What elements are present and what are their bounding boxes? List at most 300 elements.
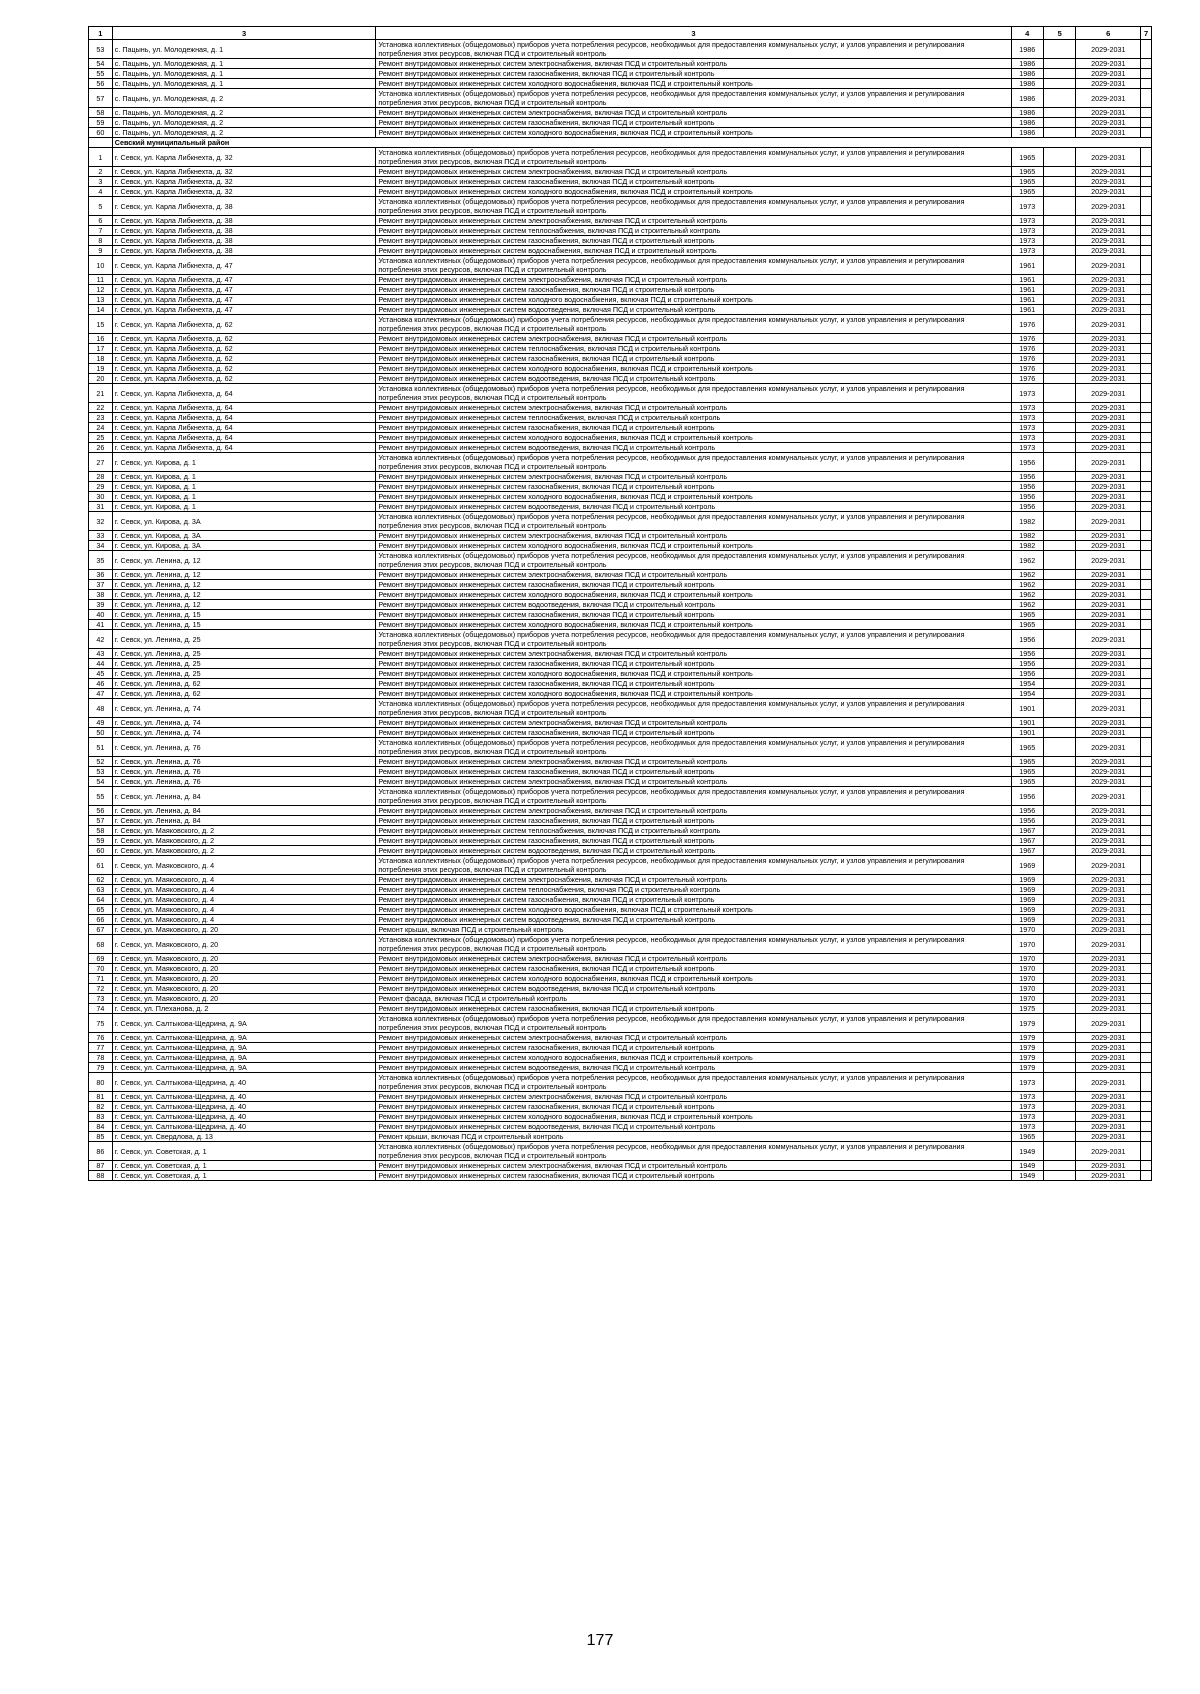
year-built-cell: 1962 (1011, 570, 1043, 580)
column-5-cell (1043, 216, 1075, 226)
table-row (89, 600, 1152, 610)
table-row (89, 256, 1152, 275)
column-7-cell (1141, 403, 1152, 413)
column-5-cell (1043, 1033, 1075, 1043)
column-5-cell (1043, 915, 1075, 925)
work-type-cell: Ремонт внутридомовых инженерных систем водоотведения, включая ПСД и строительный контроль (376, 915, 1011, 925)
year-built-cell: 1962 (1011, 580, 1043, 590)
year-built-cell: 1967 (1011, 826, 1043, 836)
row-number-cell: 86 (89, 1142, 113, 1161)
header-cell: 3 (376, 27, 1011, 40)
address-cell: г. Севск, ул. Маяковского, д. 4 (112, 905, 376, 915)
district-header-row (89, 138, 1152, 148)
work-type-cell: Ремонт внутридомовых инженерных систем газоснабжения, включая ПСД и строительный контроль (376, 423, 1011, 433)
row-number-cell: 37 (89, 580, 113, 590)
column-5-cell (1043, 964, 1075, 974)
column-7-cell (1141, 925, 1152, 935)
column-5-cell (1043, 738, 1075, 757)
column-7-cell (1141, 531, 1152, 541)
row-number-cell: 58 (89, 108, 113, 118)
year-built-cell: 1982 (1011, 531, 1043, 541)
address-cell: г. Севск, ул. Ленина, д. 12 (112, 590, 376, 600)
row-number-cell: 16 (89, 334, 113, 344)
address-cell: г. Севск, ул. Карла Либкнехта, д. 62 (112, 354, 376, 364)
work-type-cell: Ремонт внутридомовых инженерных систем газоснабжения, включая ПСД и строительный контроль (376, 1171, 1011, 1181)
work-type-cell: Ремонт внутридомовых инженерных систем газоснабжения, включая ПСД и строительный контроль (376, 610, 1011, 620)
address-cell: г. Севск, ул. Кирова, д. 1 (112, 453, 376, 472)
year-built-cell: 1956 (1011, 502, 1043, 512)
row-number-cell: 57 (89, 816, 113, 826)
planned-period-cell: 2029-2031 (1076, 1122, 1141, 1132)
column-5-cell (1043, 885, 1075, 895)
year-built-cell: 1956 (1011, 669, 1043, 679)
column-5-cell (1043, 1043, 1075, 1053)
table-row (89, 954, 1152, 964)
column-7-cell (1141, 1161, 1152, 1171)
year-built-cell: 1973 (1011, 1122, 1043, 1132)
year-built-cell: 1965 (1011, 187, 1043, 197)
table-row (89, 738, 1152, 757)
work-type-cell: Установка коллективных (общедомовых) приборов учета потребления ресурсов, необходимых для предоставления коммунальных услуг, и узлов управления и регулирования потребления этих ресурсов, включая ПСД и строительный контроль (376, 935, 1011, 954)
planned-period-cell: 2029-2031 (1076, 964, 1141, 974)
address-cell: г. Севск, ул. Плеханова, д. 2 (112, 1004, 376, 1014)
table-row (89, 806, 1152, 816)
column-5-cell (1043, 787, 1075, 806)
work-type-cell: Ремонт крыши, включая ПСД и строительный контроль (376, 1132, 1011, 1142)
table-row (89, 40, 1152, 59)
column-7-cell (1141, 570, 1152, 580)
work-type-cell: Ремонт внутридомовых инженерных систем газоснабжения, включая ПСД и строительный контроль (376, 1043, 1011, 1053)
row-number-cell: 24 (89, 423, 113, 433)
work-type-cell: Ремонт внутридомовых инженерных систем холодного водоснабжения, включая ПСД и строительный контроль (376, 1112, 1011, 1122)
address-cell: г. Севск, ул. Ленина, д. 15 (112, 620, 376, 630)
row-number-cell: 87 (89, 1161, 113, 1171)
table-row (89, 610, 1152, 620)
column-7-cell (1141, 236, 1152, 246)
table-row (89, 364, 1152, 374)
column-7-cell (1141, 580, 1152, 590)
address-cell: г. Севск, ул. Ленина, д. 25 (112, 669, 376, 679)
row-number-cell: 25 (89, 433, 113, 443)
column-7-cell (1141, 275, 1152, 285)
table-row (89, 699, 1152, 718)
address-cell: г. Севск, ул. Маяковского, д. 2 (112, 826, 376, 836)
work-type-cell: Установка коллективных (общедомовых) приборов учета потребления ресурсов, необходимых для предоставления коммунальных услуг, и узлов управления и регулирования потребления этих ресурсов, включая ПСД и строительный контроль (376, 738, 1011, 757)
year-built-cell: 1969 (1011, 885, 1043, 895)
planned-period-cell: 2029-2031 (1076, 374, 1141, 384)
column-5-cell (1043, 453, 1075, 472)
planned-period-cell: 2029-2031 (1076, 935, 1141, 954)
year-built-cell: 1965 (1011, 1132, 1043, 1142)
column-7-cell (1141, 541, 1152, 551)
row-number-cell: 50 (89, 728, 113, 738)
table-row (89, 108, 1152, 118)
planned-period-cell: 2029-2031 (1076, 836, 1141, 846)
column-7-cell (1141, 777, 1152, 787)
year-built-cell: 1901 (1011, 718, 1043, 728)
column-7-cell (1141, 738, 1152, 757)
address-cell: г. Севск, ул. Ленина, д. 12 (112, 570, 376, 580)
work-type-cell: Ремонт внутридомовых инженерных систем электроснабжения, включая ПСД и строительный контроль (376, 1092, 1011, 1102)
column-5-cell (1043, 236, 1075, 246)
planned-period-cell: 2029-2031 (1076, 1053, 1141, 1063)
address-cell: с. Пацынь, ул. Молодежная, д. 1 (112, 59, 376, 69)
planned-period-cell: 2029-2031 (1076, 433, 1141, 443)
row-number-cell: 44 (89, 659, 113, 669)
work-type-cell: Установка коллективных (общедомовых) приборов учета потребления ресурсов, необходимых для предоставления коммунальных услуг, и узлов управления и регулирования потребления этих ресурсов, включая ПСД и строительный контроль (376, 551, 1011, 570)
work-type-cell: Ремонт внутридомовых инженерных систем теплоснабжения, включая ПСД и строительный контроль (376, 226, 1011, 236)
row-number-cell: 27 (89, 453, 113, 472)
address-cell: г. Севск, ул. Салтыкова-Щедрина, д. 40 (112, 1073, 376, 1092)
column-7-cell (1141, 1102, 1152, 1112)
column-5-cell (1043, 590, 1075, 600)
row-number-cell: 1 (89, 148, 113, 167)
work-type-cell: Установка коллективных (общедомовых) приборов учета потребления ресурсов, необходимых для предоставления коммунальных услуг, и узлов управления и регулирования потребления этих ресурсов, включая ПСД и строительный контроль (376, 630, 1011, 649)
address-cell: г. Севск, ул. Маяковского, д. 2 (112, 836, 376, 846)
page-number: 177 (586, 1632, 614, 1649)
year-built-cell: 1956 (1011, 453, 1043, 472)
table-row (89, 1171, 1152, 1181)
planned-period-cell: 2029-2031 (1076, 216, 1141, 226)
planned-period-cell: 2029-2031 (1076, 226, 1141, 236)
planned-period-cell: 2029-2031 (1076, 275, 1141, 285)
column-5-cell (1043, 856, 1075, 875)
table-row (89, 482, 1152, 492)
table-row (89, 915, 1152, 925)
address-cell: г. Севск, ул. Салтыкова-Щедрина, д. 40 (112, 1092, 376, 1102)
table-row (89, 689, 1152, 699)
work-type-cell: Установка коллективных (общедомовых) приборов учета потребления ресурсов, необходимых для предоставления коммунальных услуг, и узлов управления и регулирования потребления этих ресурсов, включая ПСД и строительный контроль (376, 1142, 1011, 1161)
row-number-cell: 75 (89, 1014, 113, 1033)
year-built-cell: 1967 (1011, 846, 1043, 856)
work-type-cell: Ремонт фасада, включая ПСД и строительный контроль (376, 994, 1011, 1004)
work-type-cell: Ремонт внутридомовых инженерных систем теплоснабжения, включая ПСД и строительный контроль (376, 885, 1011, 895)
column-5-cell (1043, 669, 1075, 679)
table-row (89, 541, 1152, 551)
planned-period-cell: 2029-2031 (1076, 1063, 1141, 1073)
year-built-cell: 1961 (1011, 305, 1043, 315)
year-built-cell: 1970 (1011, 925, 1043, 935)
table-row (89, 1102, 1152, 1112)
address-cell: г. Севск, ул. Маяковского, д. 20 (112, 964, 376, 974)
column-7-cell (1141, 826, 1152, 836)
year-built-cell: 1970 (1011, 964, 1043, 974)
planned-period-cell: 2029-2031 (1076, 403, 1141, 413)
address-cell: г. Севск, ул. Карла Либкнехта, д. 64 (112, 403, 376, 413)
row-number-cell: 73 (89, 994, 113, 1004)
row-number-cell: 53 (89, 767, 113, 777)
work-type-cell: Ремонт внутридомовых инженерных систем водоотведения, включая ПСД и строительный контроль (376, 984, 1011, 994)
row-number-cell: 81 (89, 1092, 113, 1102)
row-number-cell: 54 (89, 777, 113, 787)
column-7-cell (1141, 89, 1152, 108)
address-cell: г. Севск, ул. Ленина, д. 25 (112, 649, 376, 659)
year-built-cell: 1986 (1011, 89, 1043, 108)
work-type-cell: Ремонт внутридомовых инженерных систем теплоснабжения, включая ПСД и строительный контроль (376, 826, 1011, 836)
address-cell: г. Севск, ул. Маяковского, д. 4 (112, 895, 376, 905)
table-row (89, 1112, 1152, 1122)
year-built-cell: 1986 (1011, 69, 1043, 79)
address-cell: г. Севск, ул. Советская, д. 1 (112, 1142, 376, 1161)
column-5-cell (1043, 728, 1075, 738)
address-cell: г. Севск, ул. Маяковского, д. 20 (112, 954, 376, 964)
year-built-cell: 1973 (1011, 433, 1043, 443)
table-row (89, 531, 1152, 541)
column-5-cell (1043, 994, 1075, 1004)
column-5-cell (1043, 512, 1075, 531)
planned-period-cell: 2029-2031 (1076, 856, 1141, 875)
table-row (89, 570, 1152, 580)
year-built-cell: 1969 (1011, 895, 1043, 905)
work-type-cell: Ремонт внутридомовых инженерных систем холодного водоснабжения, включая ПСД и строительный контроль (376, 974, 1011, 984)
work-type-cell: Ремонт внутридомовых инженерных систем электроснабжения, включая ПСД и строительный контроль (376, 108, 1011, 118)
row-number-cell: 2 (89, 167, 113, 177)
year-built-cell: 1965 (1011, 610, 1043, 620)
row-number-cell: 67 (89, 925, 113, 935)
column-7-cell (1141, 1014, 1152, 1033)
planned-period-cell: 2029-2031 (1076, 1004, 1141, 1014)
table-row (89, 1033, 1152, 1043)
row-number-cell: 3 (89, 177, 113, 187)
planned-period-cell: 2029-2031 (1076, 541, 1141, 551)
row-number-cell: 85 (89, 1132, 113, 1142)
table-row (89, 757, 1152, 767)
work-type-cell: Ремонт внутридомовых инженерных систем газоснабжения, включая ПСД и строительный контроль (376, 285, 1011, 295)
address-cell: г. Севск, ул. Маяковского, д. 4 (112, 885, 376, 895)
planned-period-cell: 2029-2031 (1076, 472, 1141, 482)
column-7-cell (1141, 600, 1152, 610)
column-5-cell (1043, 610, 1075, 620)
planned-period-cell: 2029-2031 (1076, 148, 1141, 167)
work-type-cell: Ремонт внутридомовых инженерных систем водоотведения, включая ПСД и строительный контроль (376, 502, 1011, 512)
work-type-cell: Ремонт внутридомовых инженерных систем холодного водоснабжения, включая ПСД и строительный контроль (376, 1053, 1011, 1063)
year-built-cell: 1986 (1011, 59, 1043, 69)
column-7-cell (1141, 1122, 1152, 1132)
year-built-cell: 1962 (1011, 590, 1043, 600)
column-7-cell (1141, 197, 1152, 216)
row-number-cell: 65 (89, 905, 113, 915)
year-built-cell: 1956 (1011, 492, 1043, 502)
planned-period-cell: 2029-2031 (1076, 816, 1141, 826)
address-cell: г. Севск, ул. Маяковского, д. 20 (112, 925, 376, 935)
planned-period-cell: 2029-2031 (1076, 728, 1141, 738)
address-cell: г. Севск, ул. Свердлова, д. 13 (112, 1132, 376, 1142)
planned-period-cell: 2029-2031 (1076, 580, 1141, 590)
work-type-cell: Ремонт внутридомовых инженерных систем электроснабжения, включая ПСД и строительный контроль (376, 875, 1011, 885)
table-row (89, 590, 1152, 600)
column-7-cell (1141, 649, 1152, 659)
row-number-cell: 10 (89, 256, 113, 275)
year-built-cell: 1973 (1011, 246, 1043, 256)
column-5-cell (1043, 974, 1075, 984)
row-number-cell: 35 (89, 551, 113, 570)
row-number-cell: 21 (89, 384, 113, 403)
table-row (89, 895, 1152, 905)
column-7-cell (1141, 256, 1152, 275)
year-built-cell: 1979 (1011, 1014, 1043, 1033)
address-cell: с. Пацынь, ул. Молодежная, д. 2 (112, 108, 376, 118)
planned-period-cell: 2029-2031 (1076, 285, 1141, 295)
planned-period-cell: 2029-2031 (1076, 1043, 1141, 1053)
column-5-cell (1043, 1063, 1075, 1073)
column-7-cell (1141, 816, 1152, 826)
column-5-cell (1043, 757, 1075, 767)
year-built-cell: 1973 (1011, 384, 1043, 403)
address-cell: г. Севск, ул. Ленина, д. 76 (112, 767, 376, 777)
work-type-cell: Ремонт внутридомовых инженерных систем электроснабжения, включая ПСД и строительный контроль (376, 649, 1011, 659)
column-7-cell (1141, 108, 1152, 118)
row-number-cell: 78 (89, 1053, 113, 1063)
column-5-cell (1043, 531, 1075, 541)
column-5-cell (1043, 403, 1075, 413)
address-cell: г. Севск, ул. Маяковского, д. 4 (112, 915, 376, 925)
column-5-cell (1043, 472, 1075, 482)
column-5-cell (1043, 580, 1075, 590)
address-cell: г. Севск, ул. Салтыкова-Щедрина, д. 40 (112, 1122, 376, 1132)
row-number-cell (89, 138, 113, 148)
year-built-cell: 1973 (1011, 236, 1043, 246)
column-5-cell (1043, 482, 1075, 492)
table-row (89, 285, 1152, 295)
column-5-cell (1043, 1004, 1075, 1014)
column-7-cell (1141, 679, 1152, 689)
work-type-cell: Ремонт внутридомовых инженерных систем холодного водоснабжения, включая ПСД и строительный контроль (376, 433, 1011, 443)
column-7-cell (1141, 699, 1152, 718)
row-number-cell: 43 (89, 649, 113, 659)
planned-period-cell: 2029-2031 (1076, 315, 1141, 334)
work-type-cell: Ремонт внутридомовых инженерных систем газоснабжения, включая ПСД и строительный контроль (376, 69, 1011, 79)
year-built-cell: 1969 (1011, 875, 1043, 885)
planned-period-cell: 2029-2031 (1076, 875, 1141, 885)
column-5-cell (1043, 256, 1075, 275)
table-row (89, 1092, 1152, 1102)
planned-period-cell: 2029-2031 (1076, 895, 1141, 905)
table-row (89, 846, 1152, 856)
year-built-cell: 1956 (1011, 787, 1043, 806)
row-number-cell: 38 (89, 590, 113, 600)
year-built-cell: 1973 (1011, 226, 1043, 236)
table-row (89, 216, 1152, 226)
column-5-cell (1043, 275, 1075, 285)
column-7-cell (1141, 875, 1152, 885)
row-number-cell: 29 (89, 482, 113, 492)
column-7-cell (1141, 964, 1152, 974)
work-type-cell: Ремонт внутридомовых инженерных систем холодного водоснабжения, включая ПСД и строительный контроль (376, 590, 1011, 600)
work-type-cell: Установка коллективных (общедомовых) приборов учета потребления ресурсов, необходимых для предоставления коммунальных услуг, и узлов управления и регулирования потребления этих ресурсов, включая ПСД и строительный контроль (376, 699, 1011, 718)
table-row (89, 659, 1152, 669)
row-number-cell: 15 (89, 315, 113, 334)
address-cell: г. Севск, ул. Кирова, д. 1 (112, 502, 376, 512)
address-cell: г. Севск, ул. Ленина, д. 74 (112, 728, 376, 738)
column-7-cell (1141, 226, 1152, 236)
table-row (89, 246, 1152, 256)
address-cell: с. Пацынь, ул. Молодежная, д. 2 (112, 128, 376, 138)
column-5-cell (1043, 384, 1075, 403)
year-built-cell: 1949 (1011, 1171, 1043, 1181)
column-7-cell (1141, 59, 1152, 69)
year-built-cell: 1979 (1011, 1043, 1043, 1053)
address-cell: г. Севск, ул. Карла Либкнехта, д. 64 (112, 433, 376, 443)
address-cell: г. Севск, ул. Карла Либкнехта, д. 47 (112, 256, 376, 275)
planned-period-cell: 2029-2031 (1076, 1073, 1141, 1092)
year-built-cell: 1901 (1011, 728, 1043, 738)
column-5-cell (1043, 433, 1075, 443)
planned-period-cell: 2029-2031 (1076, 482, 1141, 492)
column-5-cell (1043, 905, 1075, 915)
address-cell: г. Севск, ул. Маяковского, д. 20 (112, 974, 376, 984)
address-cell: г. Севск, ул. Кирова, д. 3А (112, 541, 376, 551)
header-cell: 4 (1011, 27, 1043, 40)
planned-period-cell: 2029-2031 (1076, 79, 1141, 89)
column-7-cell (1141, 148, 1152, 167)
work-type-cell: Ремонт внутридомовых инженерных систем водоотведения, включая ПСД и строительный контроль (376, 600, 1011, 610)
row-number-cell: 69 (89, 954, 113, 964)
work-type-cell: Ремонт внутридомовых инженерных систем электроснабжения, включая ПСД и строительный контроль (376, 757, 1011, 767)
row-number-cell: 31 (89, 502, 113, 512)
year-built-cell: 1970 (1011, 994, 1043, 1004)
table-row (89, 649, 1152, 659)
column-7-cell (1141, 984, 1152, 994)
column-7-cell (1141, 974, 1152, 984)
address-cell: г. Севск, ул. Ленина, д. 12 (112, 580, 376, 590)
planned-period-cell: 2029-2031 (1076, 1102, 1141, 1112)
planned-period-cell: 2029-2031 (1076, 502, 1141, 512)
planned-period-cell: 2029-2031 (1076, 344, 1141, 354)
year-built-cell: 1973 (1011, 1073, 1043, 1092)
address-cell: г. Севск, ул. Карла Либкнехта, д. 38 (112, 236, 376, 246)
address-cell: г. Севск, ул. Маяковского, д. 20 (112, 984, 376, 994)
table-row (89, 167, 1152, 177)
row-number-cell: 40 (89, 610, 113, 620)
row-number-cell: 55 (89, 69, 113, 79)
work-type-cell: Ремонт внутридомовых инженерных систем холодного водоснабжения, включая ПСД и строительный контроль (376, 669, 1011, 679)
planned-period-cell: 2029-2031 (1076, 699, 1141, 718)
row-number-cell: 33 (89, 531, 113, 541)
work-type-cell: Ремонт внутридомовых инженерных систем холодного водоснабжения, включая ПСД и строительный контроль (376, 905, 1011, 915)
row-number-cell: 42 (89, 630, 113, 649)
column-5-cell (1043, 935, 1075, 954)
column-7-cell (1141, 334, 1152, 344)
work-type-cell: Ремонт внутридомовых инженерных систем газоснабжения, включая ПСД и строительный контроль (376, 836, 1011, 846)
column-5-cell (1043, 620, 1075, 630)
address-cell: г. Севск, ул. Салтыкова-Щедрина, д. 9А (112, 1053, 376, 1063)
address-cell: г. Севск, ул. Маяковского, д. 2 (112, 846, 376, 856)
address-cell: г. Севск, ул. Карла Либкнехта, д. 64 (112, 443, 376, 453)
column-7-cell (1141, 443, 1152, 453)
row-number-cell: 58 (89, 826, 113, 836)
column-7-cell (1141, 492, 1152, 502)
address-cell: г. Севск, ул. Ленина, д. 76 (112, 777, 376, 787)
work-type-cell: Ремонт внутридомовых инженерных систем водоотведения, включая ПСД и строительный контроль (376, 1063, 1011, 1073)
year-built-cell: 1901 (1011, 699, 1043, 718)
work-type-cell: Установка коллективных (общедомовых) приборов учета потребления ресурсов, необходимых для предоставления коммунальных услуг, и узлов управления и регулирования потребления этих ресурсов, включая ПСД и строительный контроль (376, 256, 1011, 275)
work-type-cell: Ремонт внутридомовых инженерных систем электроснабжения, включая ПСД и строительный контроль (376, 216, 1011, 226)
planned-period-cell: 2029-2031 (1076, 295, 1141, 305)
table-row (89, 128, 1152, 138)
table-row (89, 472, 1152, 482)
address-cell: г. Севск, ул. Карла Либкнехта, д. 64 (112, 413, 376, 423)
planned-period-cell: 2029-2031 (1076, 1092, 1141, 1102)
address-cell: г. Севск, ул. Карла Либкнехта, д. 62 (112, 374, 376, 384)
work-type-cell: Ремонт внутридомовых инженерных систем холодного водоснабжения, включая ПСД и строительный контроль (376, 689, 1011, 699)
year-built-cell: 1970 (1011, 974, 1043, 984)
column-7-cell (1141, 118, 1152, 128)
planned-period-cell: 2029-2031 (1076, 118, 1141, 128)
year-built-cell: 1956 (1011, 806, 1043, 816)
column-5-cell (1043, 40, 1075, 59)
column-5-cell (1043, 1053, 1075, 1063)
year-built-cell: 1976 (1011, 334, 1043, 344)
